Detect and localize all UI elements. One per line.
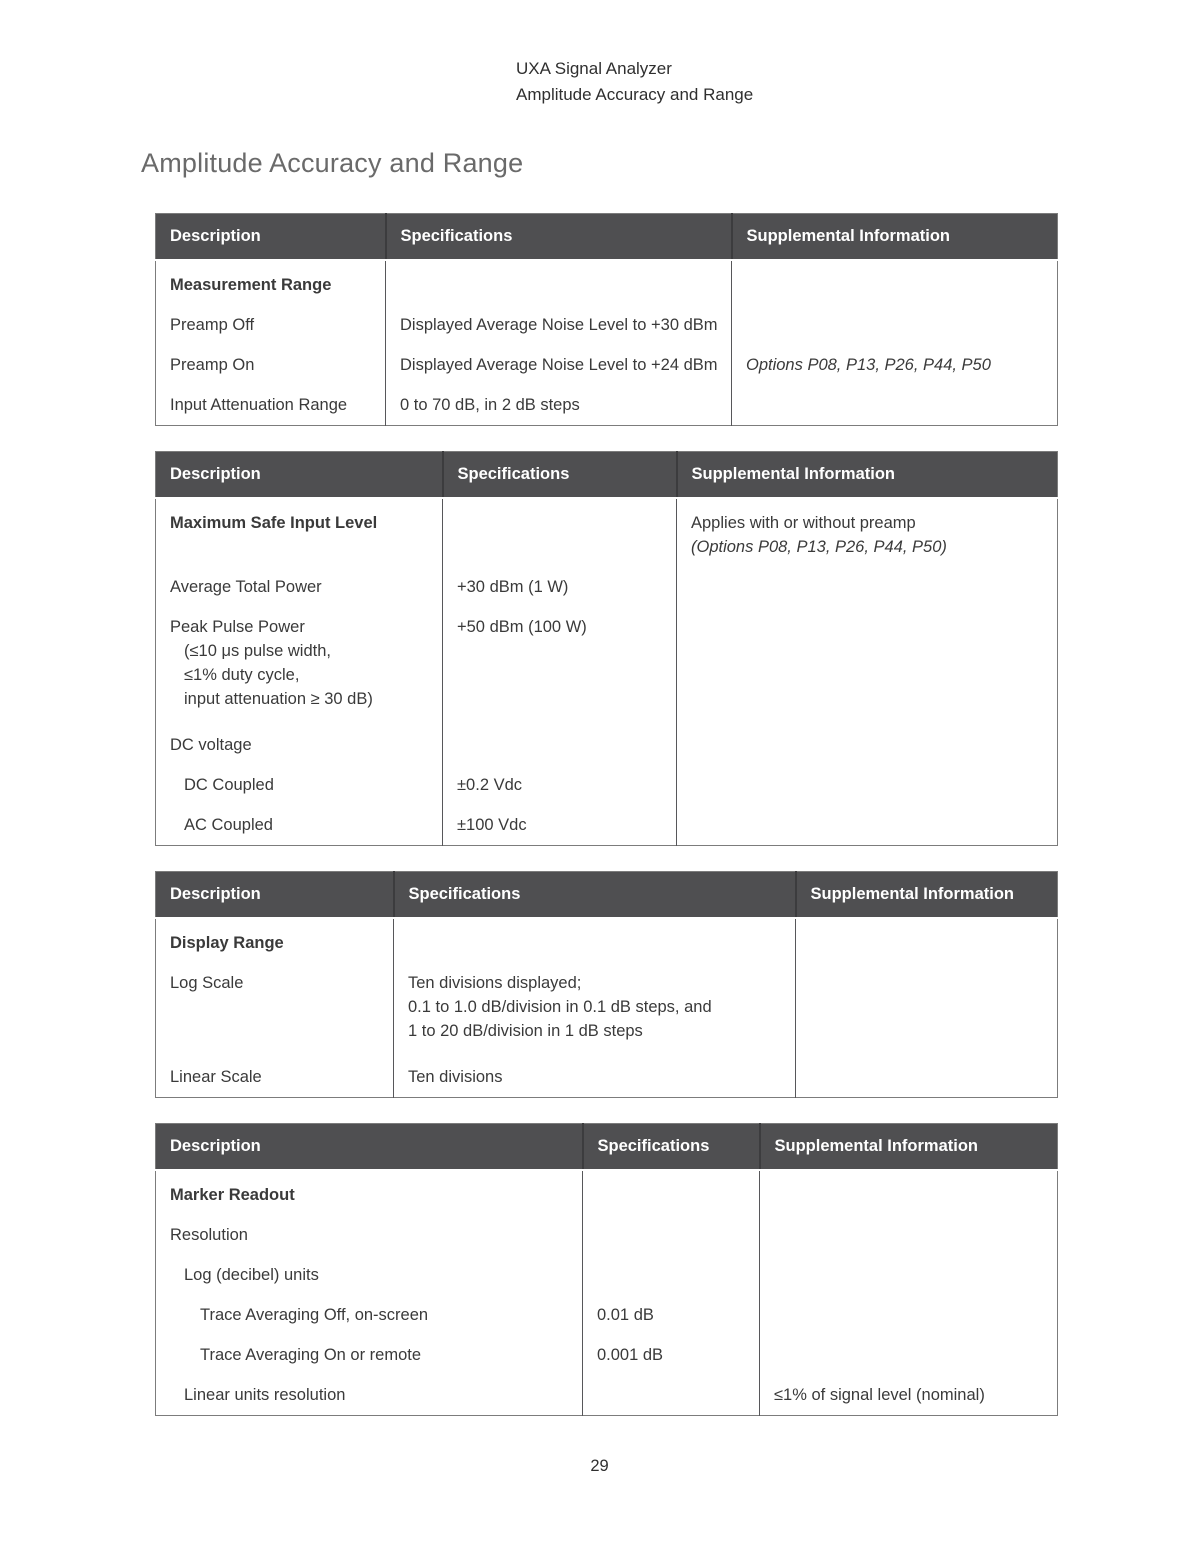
column-header-supplemental: Supplemental Information [760, 1124, 1058, 1171]
cell-supplemental [796, 963, 1058, 1057]
description-line: input attenuation ≥ 30 dB) [184, 690, 373, 708]
column-header-description: Description [156, 452, 443, 499]
supplemental-line: Applies with or without preamp [691, 514, 916, 532]
table-row [156, 725, 1058, 765]
cell-description: Resolution [170, 1226, 248, 1244]
cell-specifications: ±0.2 Vdc [443, 765, 677, 805]
cell-supplemental [732, 385, 1058, 426]
cell-specifications [583, 1170, 760, 1215]
cell-specifications [443, 725, 677, 765]
table-row [156, 305, 1058, 345]
cell-supplemental [677, 498, 1058, 567]
cell-supplemental [760, 1255, 1058, 1295]
marker-readout-table [155, 1123, 1058, 1416]
cell-description: Measurement Range [170, 276, 332, 294]
cell-specifications [443, 498, 677, 567]
table-row [156, 607, 1058, 725]
cell-description: Log (decibel) units [184, 1266, 319, 1284]
cell-description: DC voltage [170, 736, 252, 754]
cell-description: Display Range [170, 934, 284, 952]
cell-description: AC Coupled [184, 816, 273, 834]
table-row [156, 345, 1058, 385]
cell-specifications: Ten divisions [394, 1057, 796, 1098]
table-row [156, 1335, 1058, 1375]
cell-supplemental: ≤1% of signal level (nominal) [760, 1375, 1058, 1416]
table-row [156, 963, 1058, 1057]
cell-description: Maximum Safe Input Level [170, 514, 378, 532]
cell-description: Log Scale [170, 974, 244, 992]
column-header-specifications: Specifications [386, 214, 732, 261]
cell-supplemental [760, 1215, 1058, 1255]
maximum-safe-input-level-table [155, 451, 1058, 846]
description-line: ≤1% duty cycle, [184, 666, 300, 684]
column-header-specifications: Specifications [583, 1124, 760, 1171]
table-row [156, 805, 1058, 846]
running-header-line1: UXA Signal Analyzer [516, 59, 672, 78]
table-row [156, 385, 1058, 426]
supplemental-line: (Options P08, P13, P26, P44, P50) [691, 538, 947, 556]
description-line: Peak Pulse Power [170, 618, 305, 636]
running-header [516, 56, 753, 108]
column-header-specifications: Specifications [394, 872, 796, 919]
table-row [156, 1255, 1058, 1295]
cell-supplemental [732, 260, 1058, 305]
cell-specifications [394, 963, 796, 1057]
specification-line: 1 to 20 dB/division in 1 dB steps [408, 1022, 643, 1040]
cell-supplemental [677, 805, 1058, 846]
column-header-supplemental: Supplemental Information [677, 452, 1058, 499]
specification-line: Ten divisions displayed; [408, 974, 582, 992]
table-header-row [156, 452, 1058, 499]
column-header-specifications: Specifications [443, 452, 677, 499]
cell-specifications: 0.001 dB [583, 1335, 760, 1375]
table-header-row [156, 214, 1058, 261]
page-number: 29 [590, 1457, 609, 1475]
cell-specifications: +50 dBm (100 W) [443, 607, 677, 725]
page-title: Amplitude Accuracy and Range [141, 148, 524, 178]
table-row [156, 1057, 1058, 1098]
column-header-supplemental: Supplemental Information [732, 214, 1058, 261]
cell-supplemental [760, 1170, 1058, 1215]
table-row [156, 1215, 1058, 1255]
cell-description: Trace Averaging On or remote [200, 1346, 422, 1364]
cell-supplemental [677, 607, 1058, 725]
tables-container [155, 213, 1057, 1441]
cell-specifications: Displayed Average Noise Level to +24 dBm [386, 345, 732, 385]
cell-supplemental: Options P08, P13, P26, P44, P50 [732, 345, 1058, 385]
cell-specifications: 0 to 70 dB, in 2 dB steps [386, 385, 732, 426]
description-line: (≤10 μs pulse width, [184, 642, 331, 660]
measurement-range-table [155, 213, 1058, 426]
column-header-description: Description [156, 872, 394, 919]
cell-specifications: ±100 Vdc [443, 805, 677, 846]
cell-supplemental [677, 725, 1058, 765]
specification-line: 0.1 to 1.0 dB/division in 0.1 dB steps, and [408, 998, 712, 1016]
cell-supplemental [677, 567, 1058, 607]
cell-specifications: 0.01 dB [583, 1295, 760, 1335]
cell-specifications [583, 1215, 760, 1255]
cell-specifications: +30 dBm (1 W) [443, 567, 677, 607]
cell-specifications: Displayed Average Noise Level to +30 dBm [386, 305, 732, 345]
cell-description: Trace Averaging Off, on-screen [200, 1306, 429, 1324]
cell-description: Linear units resolution [184, 1386, 346, 1404]
cell-description: Marker Readout [170, 1186, 295, 1204]
cell-specifications [394, 918, 796, 963]
table-row [156, 1375, 1058, 1416]
display-range-table [155, 871, 1058, 1098]
table-row [156, 918, 1058, 963]
table-row [156, 260, 1058, 305]
cell-supplemental [796, 1057, 1058, 1098]
cell-specifications [583, 1375, 760, 1416]
cell-specifications [386, 260, 732, 305]
table-row [156, 1295, 1058, 1335]
cell-description: Preamp Off [170, 316, 255, 334]
table-row [156, 567, 1058, 607]
table-row [156, 765, 1058, 805]
cell-description: Input Attenuation Range [170, 396, 348, 414]
table-row [156, 1170, 1058, 1215]
cell-description [156, 607, 443, 725]
column-header-supplemental: Supplemental Information [796, 872, 1058, 919]
cell-description: Average Total Power [170, 578, 322, 596]
cell-supplemental [796, 918, 1058, 963]
cell-description: Preamp On [170, 356, 255, 374]
cell-supplemental [677, 765, 1058, 805]
table-row [156, 498, 1058, 567]
table-header-row [156, 872, 1058, 919]
cell-supplemental [760, 1335, 1058, 1375]
column-header-description: Description [156, 1124, 583, 1171]
cell-specifications [583, 1255, 760, 1295]
cell-description: DC Coupled [184, 776, 274, 794]
running-header-line2: Amplitude Accuracy and Range [516, 85, 754, 104]
cell-description: Linear Scale [170, 1068, 262, 1086]
column-header-description: Description [156, 214, 386, 261]
table-header-row [156, 1124, 1058, 1171]
cell-supplemental [732, 305, 1058, 345]
cell-supplemental [760, 1295, 1058, 1335]
